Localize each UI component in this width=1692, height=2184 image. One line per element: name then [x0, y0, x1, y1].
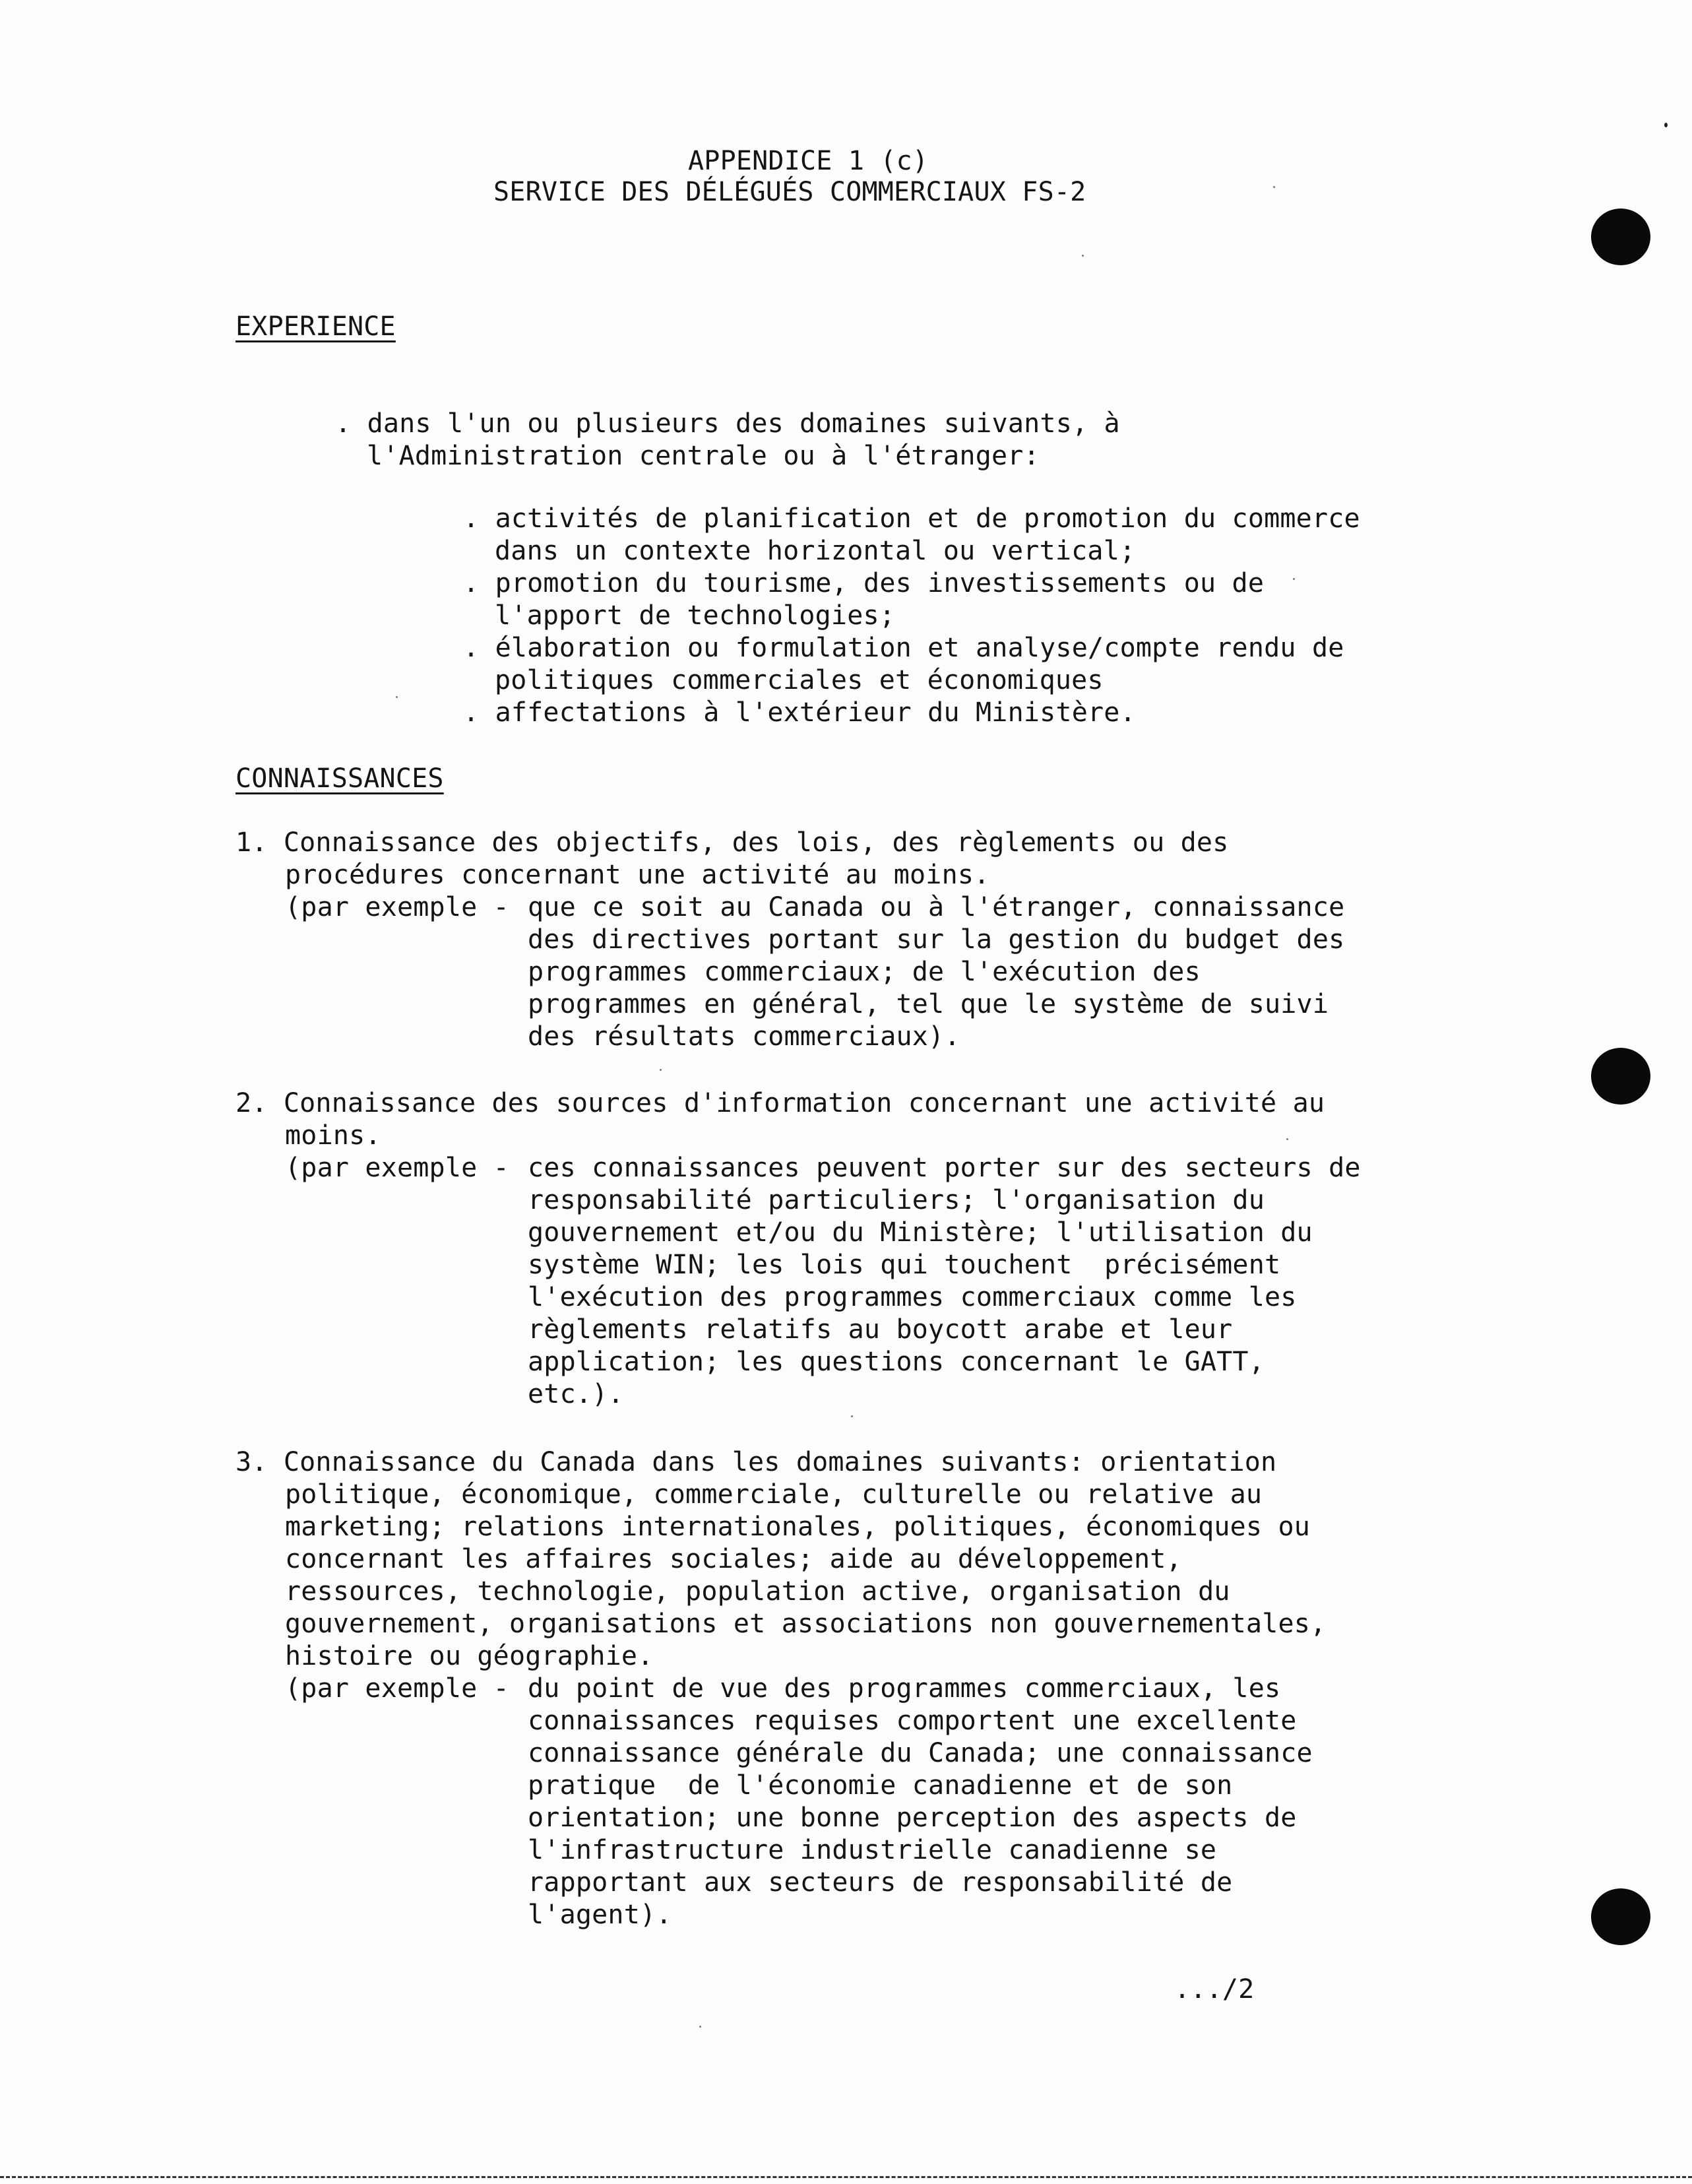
knowledge-item-2-example-label: (par exemple - — [285, 1153, 509, 1183]
knowledge-item-2-example-line-4: système WIN; les lois qui touchent précisément — [528, 1250, 1281, 1280]
knowledge-item-1-line-2: procédures concernant une activité au moins. — [285, 860, 990, 890]
knowledge-item-1-example-line-2: des directives portant sur la gestion du budget des — [528, 924, 1345, 955]
scan-speck — [1293, 578, 1295, 580]
scan-speck — [851, 1415, 853, 1417]
scan-speck — [699, 2026, 701, 2028]
knowledge-item-2-example-line-2: responsabilité particuliers; l'organisation du — [528, 1185, 1265, 1215]
experience-item-1-line-2: dans un contexte horizontal ou vertical; — [495, 536, 1136, 566]
scan-speck — [1082, 255, 1084, 257]
knowledge-item-1-line-1: 1. Connaissance des objectifs, des lois, des règlements ou des — [235, 827, 1229, 858]
knowledge-item-3-example-line-2: connaissances requises comportent une excellente — [528, 1706, 1297, 1736]
experience-item-1-line-1: . activités de planification et de promotion du commerce — [463, 503, 1360, 534]
document-title: SERVICE DES DÉLÉGUÉS COMMERCIAUX FS-2 — [493, 177, 1086, 207]
experience-item-3-line-2: politiques commerciales et économiques — [495, 665, 1104, 695]
knowledge-item-2-line-1: 2. Connaissance des sources d'information concernant une activité au — [235, 1088, 1325, 1118]
knowledge-item-3-line-5: ressources, technologie, population active, organisation du — [285, 1576, 1230, 1607]
knowledge-item-3-line-6: gouvernement, organisations et associations non gouvernementales, — [285, 1609, 1327, 1639]
knowledge-item-3-example-line-8: l'agent). — [528, 1900, 672, 1930]
knowledge-item-3-example-line-1: du point de vue des programmes commerciaux, les — [528, 1673, 1281, 1704]
knowledge-item-1-example-line-5: des résultats commerciaux). — [528, 1021, 960, 1052]
experience-intro-line-2: l'Administration centrale ou à l'étranger: — [367, 441, 1040, 471]
scan-speck — [1664, 123, 1668, 127]
experience-item-2-line-2: l'apport de technologies; — [495, 600, 896, 631]
knowledge-item-2-line-2: moins. — [285, 1120, 381, 1151]
knowledge-item-2-example-line-3: gouvernement et/ou du Ministère; l'utilisation du — [528, 1217, 1313, 1248]
experience-item-4-line-1: . affectations à l'extérieur du Ministère. — [463, 697, 1136, 728]
knowledge-item-1-example-label: (par exemple - — [285, 892, 509, 922]
knowledge-item-3-example-line-5: orientation; une bonne perception des aspects de — [528, 1803, 1297, 1833]
punch-hole-bottom — [1591, 1888, 1650, 1945]
knowledge-item-2-example-line-1: ces connaissances peuvent porter sur des secteurs de — [528, 1153, 1361, 1183]
knowledge-item-3-example-label: (par exemple - — [285, 1673, 509, 1704]
punch-hole-top — [1591, 209, 1650, 265]
knowledge-item-3-example-line-6: l'infrastructure industrielle canadienne se — [528, 1835, 1217, 1865]
knowledge-item-3-example-line-4: pratique de l'économie canadienne et de son — [528, 1770, 1233, 1801]
experience-item-3-line-1: . élaboration ou formulation et analyse/compte rendu de — [463, 633, 1344, 663]
knowledge-item-1-example-line-3: programmes commerciaux; de l'exécution des — [528, 957, 1201, 987]
knowledge-item-3-example-line-7: rapportant aux secteurs de responsabilité de — [528, 1867, 1233, 1898]
scan-speck — [660, 1069, 662, 1071]
scan-speck — [396, 696, 398, 698]
experience-heading: EXPERIENCE — [235, 311, 396, 342]
knowledge-item-2-example-line-5: l'exécution des programmes commerciaux comme les — [528, 1282, 1297, 1312]
knowledge-item-3-line-7: histoire ou géographie. — [285, 1641, 654, 1671]
knowledge-item-3-example-line-3: connaissance générale du Canada; une connaissance — [528, 1738, 1313, 1768]
knowledge-item-2-example-line-7: application; les questions concernant le GATT, — [528, 1347, 1265, 1377]
knowledge-item-3-line-2: politique, économique, commerciale, culturelle ou relative au — [285, 1479, 1263, 1510]
appendix-title: APPENDICE 1 (c) — [688, 146, 929, 176]
knowledge-item-3-line-1: 3. Connaissance du Canada dans les domaines suivants: orientation — [235, 1447, 1277, 1477]
connaissances-heading: CONNAISSANCES — [235, 763, 444, 794]
bottom-edge-rule — [0, 2176, 1692, 2178]
punch-hole-middle — [1591, 1048, 1650, 1105]
knowledge-item-1-example-line-1: que ce soit au Canada ou à l'étranger, connaissance — [528, 892, 1345, 922]
scan-speck — [1273, 186, 1275, 188]
knowledge-item-2-example-line-6: règlements relatifs au boycott arabe et leur — [528, 1314, 1233, 1345]
scan-speck — [1286, 1138, 1288, 1140]
knowledge-item-1-example-line-4: programmes en général, tel que le système de suivi — [528, 989, 1329, 1019]
page-continuation: .../2 — [1174, 1974, 1255, 2005]
knowledge-item-3-line-3: marketing; relations internationales, politiques, économiques ou — [285, 1512, 1311, 1542]
knowledge-item-3-line-4: concernant les affaires sociales; aide au développement, — [285, 1544, 1182, 1574]
knowledge-item-2-example-line-8: etc.). — [528, 1379, 624, 1409]
experience-item-2-line-1: . promotion du tourisme, des investissements ou de — [463, 568, 1265, 598]
experience-intro-line-1: . dans l'un ou plusieurs des domaines suivants, à — [335, 408, 1120, 439]
